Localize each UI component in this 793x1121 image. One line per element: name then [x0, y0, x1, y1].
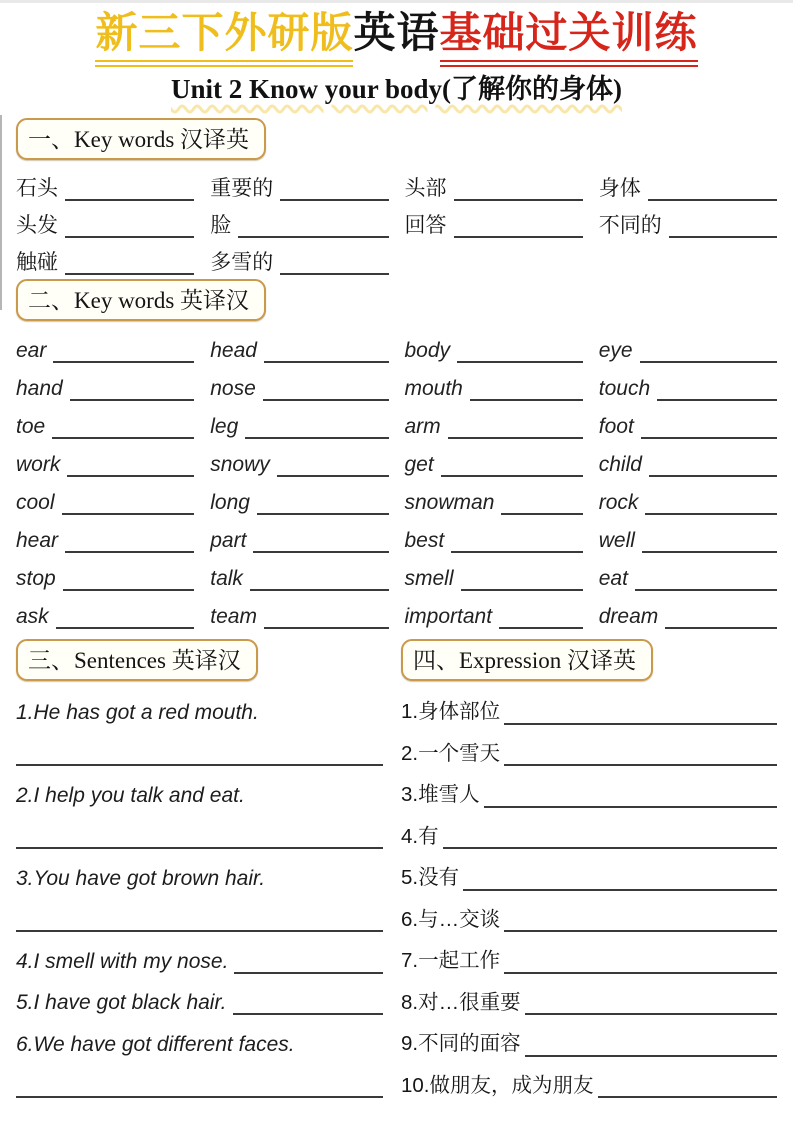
- keyword-label: hand: [16, 377, 63, 401]
- keyword-label: hear: [16, 529, 59, 553]
- keyword-item: [16, 553, 194, 591]
- expression-label: 9.不同的面容: [401, 1032, 521, 1056]
- keyword-item: [405, 164, 583, 201]
- keyword-label: 多雪的: [210, 251, 274, 275]
- keyword-label: head: [210, 339, 257, 363]
- keyword-item: [405, 401, 583, 439]
- keyword-item: [210, 515, 388, 553]
- keyword-label: long: [210, 491, 250, 515]
- keyword-item: [405, 325, 583, 363]
- answer-blank-line: [504, 928, 777, 932]
- keyword-label: mouth: [404, 377, 463, 401]
- expression-item: [401, 932, 777, 974]
- keyword-label: smell: [404, 567, 454, 591]
- sentence-item: [16, 1015, 383, 1057]
- keyword-item: [16, 201, 194, 238]
- sentence-item: [16, 974, 383, 1016]
- keyword-label: toe: [16, 415, 46, 439]
- expression-label: 4.有: [401, 824, 439, 848]
- answer-blank-line: [443, 845, 777, 849]
- keyword-item: [405, 201, 583, 238]
- sentence-text: 6.We have got different faces.: [16, 1032, 295, 1056]
- keyword-label: 头发: [16, 214, 58, 238]
- keyword-label: 身体: [598, 177, 641, 201]
- keyword-item: [16, 363, 194, 401]
- keyword-item: [210, 477, 388, 515]
- keyword-label: talk: [210, 567, 243, 591]
- keyword-label: child: [598, 453, 642, 477]
- answer-blank-line: [16, 928, 383, 932]
- keyword-item: [16, 591, 194, 629]
- sentence-answer-row: [16, 1057, 383, 1099]
- answer-blank-line: [16, 1094, 383, 1098]
- expression-label: 2.一个雪天: [401, 741, 501, 765]
- expression-label: 5.没有: [401, 866, 460, 890]
- expression-label: 7.一起工作: [401, 949, 501, 973]
- title-red-segment: 基础过关训练: [440, 11, 698, 67]
- keyword-item: [405, 591, 583, 629]
- sentence-text: 3.You have got brown hair.: [16, 866, 266, 890]
- keyword-label: important: [404, 605, 493, 629]
- keyword-item: [210, 439, 388, 477]
- keyword-item: [210, 164, 388, 201]
- scan-edge-artifact: [0, 115, 2, 310]
- title-black-segment: 英语: [353, 11, 440, 57]
- expression-item: [401, 849, 777, 891]
- keyword-label: arm: [404, 415, 441, 439]
- answer-blank-line: [504, 721, 777, 725]
- keyword-label: cool: [16, 491, 55, 515]
- expression-item: [401, 1057, 777, 1099]
- keyword-label: ask: [16, 605, 49, 629]
- answer-blank-line: [484, 804, 777, 808]
- keyword-label: ear: [16, 339, 47, 363]
- keyword-item: [16, 401, 194, 439]
- sentence-item: [16, 766, 383, 808]
- keyword-label: part: [210, 529, 247, 553]
- unit-subtitle: Unit 2 Know your body(了解你的身体): [170, 74, 623, 105]
- expression-label: 10.做朋友，成为朋友: [401, 1073, 594, 1097]
- keyword-item: [16, 325, 194, 363]
- answer-blank-line: [233, 1011, 383, 1015]
- expression-item: [401, 766, 777, 808]
- answer-blank-line: [665, 625, 777, 629]
- section-heading-3: 三、Sentences 英译汉: [16, 639, 258, 681]
- keyword-item: [210, 591, 388, 629]
- keyword-item: [16, 439, 194, 477]
- sentence-answer-row: [16, 891, 383, 933]
- keyword-item: [405, 553, 583, 591]
- expression-label: 1.身体部位: [401, 700, 501, 724]
- keyword-item: [16, 515, 194, 553]
- answer-blank-line: [499, 625, 583, 629]
- answer-blank-line: [16, 845, 383, 849]
- keyword-item: [599, 363, 777, 401]
- keyword-label: foot: [598, 415, 634, 439]
- section-heading-1: 一、Key words 汉译英: [16, 118, 266, 160]
- keyword-item: [405, 363, 583, 401]
- title-gold-segment: 新三下外研版: [95, 11, 353, 67]
- keyword-item: [210, 238, 388, 275]
- keyword-item: [599, 477, 777, 515]
- keyword-label: 触碰: [16, 251, 58, 275]
- sentence-text: 1.He has got a red mouth.: [16, 700, 259, 724]
- expressions-column: [401, 683, 777, 1098]
- sentence-answer-row: [16, 725, 383, 767]
- keyword-item: [210, 201, 388, 238]
- sentence-text: 4.I smell with my nose.: [16, 949, 229, 973]
- sentences-column: [16, 683, 401, 1098]
- expression-label: 3.堆雪人: [401, 783, 480, 807]
- answer-blank-line: [598, 1094, 778, 1098]
- answer-blank-line: [463, 887, 777, 891]
- keyword-label: well: [598, 529, 635, 553]
- answer-blank-line: [234, 970, 383, 974]
- keyword-label: 石头: [16, 177, 58, 201]
- keyword-item: [210, 401, 388, 439]
- expression-item: [401, 891, 777, 933]
- keyword-item: [599, 591, 777, 629]
- expression-label: 8.对…很重要: [401, 990, 521, 1014]
- keyword-item: [599, 164, 777, 201]
- keyword-item: [16, 238, 194, 275]
- keyword-label: dream: [598, 605, 659, 629]
- answer-blank-line: [504, 762, 777, 766]
- answer-blank-line: [280, 271, 388, 275]
- page-title: [0, 10, 793, 58]
- keyword-item: [405, 515, 583, 553]
- keyword-item: [405, 439, 583, 477]
- keyword-label: stop: [16, 567, 56, 591]
- keyword-label: 脸: [210, 214, 232, 238]
- keyword-item: [599, 201, 777, 238]
- keyword-item: [210, 553, 388, 591]
- sentence-item: [16, 849, 383, 891]
- expression-item: [401, 683, 777, 725]
- answer-blank-line: [16, 762, 383, 766]
- keyword-item: [599, 553, 777, 591]
- keyword-item: [16, 477, 194, 515]
- sentence-item: [16, 683, 383, 725]
- answer-blank-line: [504, 970, 777, 974]
- sentence-item: [16, 932, 383, 974]
- section-heading-4: 四、Expression 汉译英: [401, 639, 653, 681]
- keyword-label: 回答: [404, 214, 447, 238]
- keyword-label: eye: [598, 339, 633, 363]
- keyword-item: [599, 439, 777, 477]
- keyword-label: 重要的: [210, 177, 274, 201]
- keyword-label: 不同的: [598, 214, 662, 238]
- keyword-label: touch: [598, 377, 651, 401]
- sentence-text: 5.I have got black hair.: [16, 991, 227, 1015]
- keyword-label: body: [404, 339, 451, 363]
- answer-blank-line: [525, 1011, 777, 1015]
- keyword-item: [599, 325, 777, 363]
- keyword-item: [210, 363, 388, 401]
- keyword-label: eat: [598, 567, 628, 591]
- keyword-item: [210, 325, 388, 363]
- expression-item: [401, 974, 777, 1016]
- sentence-text: 2.I help you talk and eat.: [16, 783, 245, 807]
- sentence-answer-row: [16, 808, 383, 850]
- keyword-label: best: [404, 529, 445, 553]
- keyword-item: [405, 477, 583, 515]
- expression-item: [401, 808, 777, 850]
- expression-item: [401, 725, 777, 767]
- keywords-cn-grid: [16, 164, 777, 275]
- keyword-label: leg: [210, 415, 239, 439]
- keyword-label: work: [16, 453, 61, 477]
- keyword-item: [599, 515, 777, 553]
- answer-blank-line: [264, 625, 389, 629]
- keyword-label: snowy: [210, 453, 270, 477]
- answer-blank-line: [56, 625, 195, 629]
- keyword-item: [16, 164, 194, 201]
- keywords-en-grid: [16, 325, 777, 629]
- section-heading-2: 二、Key words 英译汉: [16, 279, 266, 321]
- keyword-label: rock: [598, 491, 639, 515]
- answer-blank-line: [65, 271, 194, 275]
- keyword-label: snowman: [404, 491, 495, 515]
- expression-label: 6.与…交谈: [401, 907, 501, 931]
- keyword-label: team: [210, 605, 257, 629]
- keyword-label: 头部: [404, 177, 447, 201]
- keyword-item: [599, 401, 777, 439]
- answer-blank-line: [525, 1053, 777, 1057]
- keyword-label: nose: [210, 377, 256, 401]
- expression-item: [401, 1015, 777, 1057]
- keyword-label: get: [404, 453, 434, 477]
